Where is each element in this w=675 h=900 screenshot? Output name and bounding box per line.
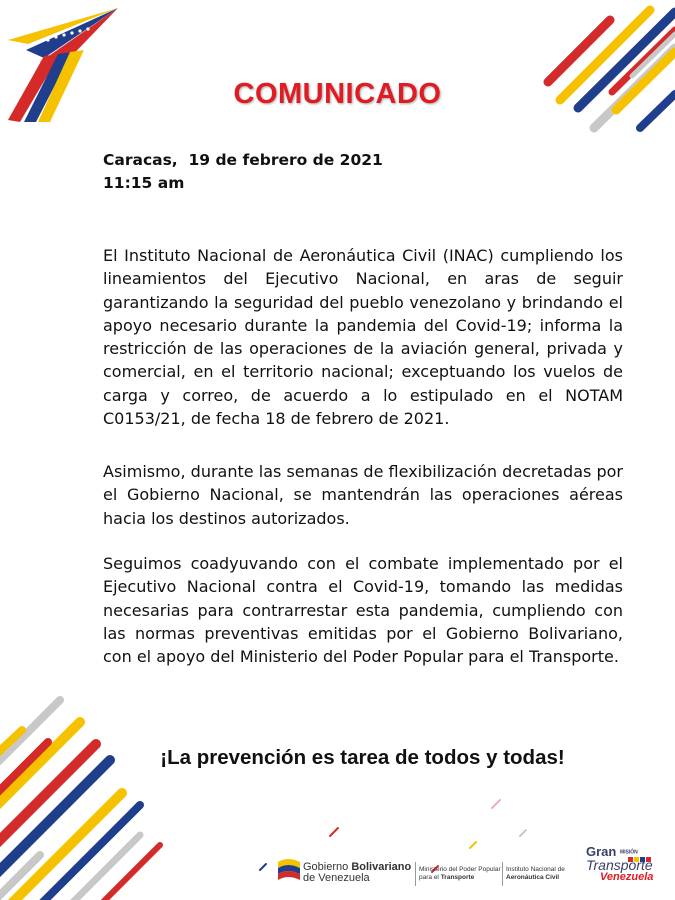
gobierno-word: Gobierno [303, 861, 352, 873]
slogan: ¡La prevención es tarea de todos y todas! [160, 746, 565, 769]
ministerio-line-2a: para el [419, 873, 441, 881]
date-text: Caracas, 19 de febrero de 2021 [103, 151, 383, 169]
page-title: COMUNICADO [233, 78, 442, 110]
paragraph-3: Seguimos coadyuvando con el combate implementado por el Ejecutivo Nacional contra el Covid-19, tomando las medidas necesarias para contrarrestar esta pandemia, cumpliendo con las normas preventivas emitidas por el Gobierno Bolivariano, con el apoyo del Ministerio del Poder Popular para el Transporte. [103, 554, 623, 667]
instituto-line-1: Instituto Nacional de [506, 866, 565, 873]
mision-word: MISIÓN [619, 849, 638, 856]
gran-word: Gran [586, 844, 617, 859]
transporte-word: Transporte [586, 856, 653, 873]
dateline [103, 149, 383, 195]
ministerio-text [419, 866, 501, 881]
footer-separator-2 [502, 862, 503, 886]
bottom-left-stripes [0, 700, 160, 900]
paragraph-2: Asimismo, durante las semanas de flexibilización decretadas por el Gobierno Nacional, se mantendrán las operaciones aéreas hacia los destinos autorizados. [103, 462, 623, 528]
instituto-text [506, 866, 565, 881]
bolivariano-word: Bolivariano [351, 861, 412, 873]
footer-separator-1 [415, 862, 416, 886]
ministerio-line-2b: Transporte [440, 873, 475, 881]
gobierno-bolivariano-text [303, 862, 411, 884]
gran-mision-logo [586, 846, 653, 883]
time-text: 11:15 am [103, 174, 185, 192]
gobierno-flag-logo [278, 859, 300, 880]
paragraph-1: El Instituto Nacional de Aeronáutica Civil (INAC) cumpliendo los lineamientos del Ejecutivo Nacional, en aras de seguir garantizando la seguridad del pueblo venezolano y brindando el apoyo necesario durante la pandemia del Covid-19; informa la restricción de las operaciones de la aviación general, privada y comercial, en el territorio nacional; exceptuando los vuelos de carga y correo, de acuerdo a lo estipulado en el NOTAM C0153/21, de fecha 18 de febrero de 2021. [103, 246, 623, 429]
venezuela-word: Venezuela [600, 870, 654, 883]
de-venezuela-text: de Venezuela [303, 872, 370, 884]
ministerio-line-1: Ministerio del Poder Popular [419, 866, 501, 873]
instituto-line-2: Aeronáutica Civil [506, 873, 560, 881]
